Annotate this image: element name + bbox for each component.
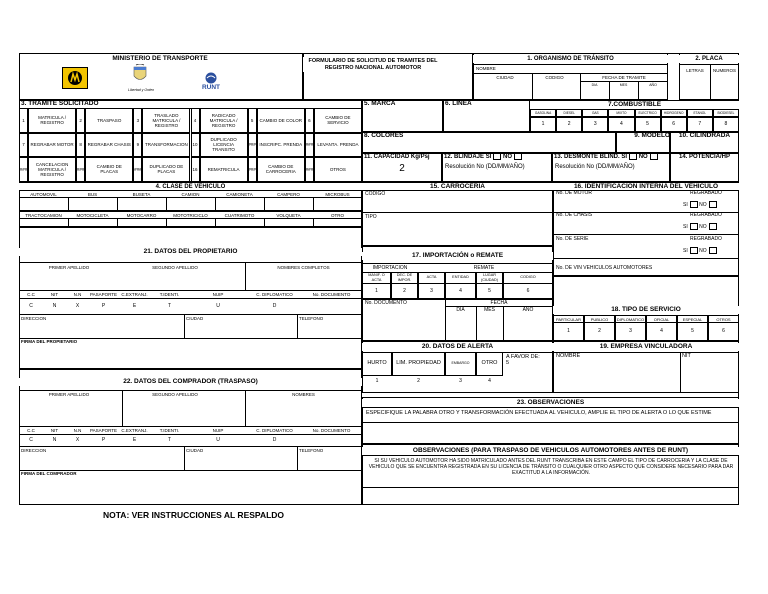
s1-nombre-label: NOMBRE	[476, 66, 496, 71]
s22-telefono: TELEFONO	[299, 448, 324, 453]
s3-item-label: CANCELACION MATRICULA / REGISTRO	[28, 157, 76, 182]
s20-title: 20. DATOS DE ALERTA	[362, 343, 553, 351]
s12-title: 12. BLINDAJE	[444, 154, 485, 161]
s16-no: NO	[699, 202, 707, 208]
s21-firma: FIRMA DEL PROPIETARIO	[21, 339, 78, 344]
s22-doc-letter: C	[29, 437, 33, 443]
s22-doc-label: NIT	[43, 426, 66, 435]
s21-doc-letter: P	[101, 303, 106, 309]
s22-doc-label: T.IDENTI.	[151, 426, 188, 435]
s21-doc-letter: D	[272, 303, 277, 309]
s17-title: 17. IMPORTACIÓN o REMATE	[362, 252, 553, 260]
s22-doc-letter: E	[132, 437, 137, 443]
s10-title: 10. CILINDRADA	[678, 132, 731, 139]
s12-no: NO	[503, 154, 513, 161]
s17-mes: MES	[484, 307, 495, 313]
s3-item-number: 3	[133, 108, 142, 133]
s21-doc-letter: X	[75, 303, 80, 309]
s4-class-field	[19, 219, 68, 227]
s7-fuel-number: 3	[582, 117, 608, 132]
s20-favor	[506, 354, 540, 366]
s21-doc-letter: U	[216, 303, 220, 309]
s4-class-field	[68, 198, 117, 211]
s3-item-label: DUPLICADO DE PLACAS	[142, 157, 190, 182]
s18-service-label: ESPECIAL	[677, 315, 708, 323]
s16-regrabado-label: REGRABADO	[690, 190, 722, 196]
s12-si-checkbox[interactable]	[493, 153, 501, 160]
runt-logo	[199, 68, 223, 94]
s13-si: SI	[621, 154, 628, 161]
s16-divider	[553, 234, 739, 235]
s22-doc-letter: X	[75, 437, 80, 443]
s7-fuel-number: 2	[556, 117, 582, 132]
s21-telefono: TELEFONO	[299, 316, 324, 321]
s21-segundo: SEGUNDO APELLIDO	[152, 265, 198, 270]
s20-alert-number: 4	[488, 378, 491, 384]
ministry-title: MINISTERIO DE TRANSPORTE	[60, 55, 260, 63]
s18-service-number: 1	[553, 323, 584, 341]
s17-remate: REMATE	[473, 265, 495, 271]
s18-service-label: PUBLICO	[584, 315, 615, 323]
s22-direccion: DIRECCION	[21, 448, 47, 453]
s16-serie-regrabado-options	[683, 247, 717, 255]
s14-title: 14. POTENCIA/HP	[678, 154, 730, 160]
s1-title: 1. ORGANISMO DE TRÁNSITO	[473, 55, 668, 63]
s19-nit: NIT	[682, 353, 691, 359]
s7-fuel-label: BIODIESEL	[713, 109, 739, 117]
s17-number: 6	[503, 284, 553, 299]
s21-doc-label: No. DOCUMENTO	[301, 290, 362, 299]
s1-mes-label: MES	[619, 83, 628, 87]
s3-item-number: 6	[305, 108, 314, 133]
s7-fuel-label: GASOLINA	[530, 109, 556, 117]
s7-fuel-label: GAS	[582, 109, 608, 117]
s16-no-checkbox[interactable]	[709, 223, 717, 230]
s4-class-field	[264, 198, 313, 211]
s7-title: 7.COMBUSTIBLE	[530, 101, 739, 109]
s21-doc-letter: E	[132, 303, 137, 309]
s1-fecha-label: FECHA DE TRAMITE	[602, 75, 646, 80]
s13-no-checkbox[interactable]	[650, 153, 658, 160]
s1-ano-label: AÑO	[649, 83, 657, 87]
s3-item-label: DUPLICADO LICENCIA TRANSITO	[200, 133, 248, 158]
s22-doc-letter: U	[216, 437, 220, 443]
s13-res: Resolución No (DD/MM/AÑO)	[555, 164, 635, 170]
s20-alert-label: EMBARGO	[445, 352, 476, 376]
s22-doc-letter: D	[272, 437, 277, 443]
form-title-1: FORMULARIO DE SOLICITUD DE TRAMITES DEL	[303, 57, 443, 65]
s16-regrabado-label: REGRABADO	[690, 236, 722, 242]
s3-item-label: CAMBIO DE CARROCERIA	[257, 157, 305, 182]
s15-tipo: TIPO	[365, 214, 377, 220]
s4-class-field	[215, 219, 264, 227]
s3-item-label: TRANSFORMACION	[142, 133, 190, 158]
s16-chasis-label: No. DE CHASIS	[556, 212, 593, 218]
s9-title: 9. MODELO	[634, 132, 670, 139]
s18-service-label: DIPLOMATICO	[616, 316, 645, 322]
s3-item-number: 16	[191, 157, 200, 182]
s16-no: NO	[699, 224, 707, 230]
s3-item-number: ###	[133, 157, 142, 182]
s20-alert-number: 3	[459, 378, 462, 384]
s7-fuel-label: DIESEL	[556, 109, 582, 117]
s16-no-checkbox[interactable]	[709, 247, 717, 254]
s16-motor-regrabado-options	[683, 201, 717, 209]
s21-title: 21. DATOS DEL PROPIETARIO	[19, 248, 362, 256]
s1-codigo-label: CODIGO	[545, 75, 564, 80]
s21-doc-label: C. DIPLOMATICO	[248, 290, 301, 299]
s20-alert-number: 2	[417, 378, 420, 384]
s7-fuel-number: 8	[713, 117, 739, 132]
s22-segundo: SEGUNDO APELLIDO	[152, 392, 198, 397]
shield-caption: Libertad y Orden	[128, 88, 155, 92]
s3-item-label: REMATRICULA	[200, 157, 248, 182]
s22-doc-label: PASAPORTE	[89, 428, 118, 433]
s17-number: 3	[418, 284, 445, 299]
s4-class-label: VOLQUETA	[264, 211, 313, 219]
s3-item-number: 2	[76, 108, 85, 133]
s3-item-number: ###	[19, 157, 28, 182]
s18-service-number: 2	[584, 323, 615, 341]
s17-entidad-label: ENTIDAD	[445, 272, 476, 284]
s16-no-checkbox[interactable]	[709, 201, 717, 208]
s18-service-number: 4	[646, 323, 677, 341]
s13-block	[554, 153, 658, 161]
s23-title: 23. OBSERVACIONES	[362, 399, 739, 407]
obs-title: OBSERVACIONES (PARA TRASPASO DE VEHICULOS AUTOMOTORES ANTES DE RUNT)	[362, 447, 739, 455]
s3-title: 3. TRAMITE SOLICITADO	[21, 100, 99, 107]
s12-no-checkbox[interactable]	[514, 153, 522, 160]
s22-doc-letter: N	[52, 437, 57, 443]
s4-class-field	[313, 198, 362, 211]
s3-item-label: TRASPASO	[85, 108, 133, 133]
s4-class-field	[264, 219, 313, 227]
s16-si-checkbox[interactable]	[690, 223, 698, 230]
s16-divider	[553, 258, 739, 259]
s3-item-number: ###	[76, 157, 85, 182]
s4-class-label: CAMION	[166, 190, 215, 198]
s17-number: 5	[476, 284, 503, 299]
s8-title: 8. COLORES	[364, 132, 404, 139]
s4-class-label: BUSETA	[117, 190, 166, 198]
s17-documento: No. DOCUMENTO	[365, 300, 407, 306]
s18-service-label: PARTICULAR	[553, 315, 584, 323]
s4-class-label: CAMPERO	[264, 190, 313, 198]
s21-doc-label: NUIP	[188, 290, 248, 299]
s11-title: 11. CAPACIDAD Kg/Psj	[364, 154, 430, 160]
s16-regrabado-label: REGRABADO	[690, 212, 722, 218]
s21-doc-label: T.IDENTI.	[151, 290, 188, 299]
s20-alert-label: LIM. PROPIEDAD	[392, 352, 445, 376]
s17-number: 1	[362, 284, 391, 299]
s4-class-field	[313, 219, 362, 227]
s3-item-number: 9	[133, 133, 142, 158]
s7-fuel-label: HIDROGENO	[661, 109, 687, 117]
s3-item-number: 7	[19, 133, 28, 158]
s22-doc-label: C.C	[19, 426, 43, 435]
s3-item-label: MATRICULA / REGISTRO	[28, 108, 76, 133]
s16-si: SI	[683, 248, 688, 254]
s18-service-number: 3	[615, 323, 646, 341]
s3-item-number: 1	[19, 108, 28, 133]
s21-doc-label: C.C	[19, 290, 43, 299]
s16-si: SI	[683, 224, 688, 230]
s17-ano: AÑO	[522, 307, 534, 313]
s7-fuel-number: 7	[687, 117, 713, 132]
s3-item-label: CAMBIO DE COLOR	[257, 108, 305, 133]
s18-service-label: OTROS	[708, 315, 739, 323]
s12-block	[444, 153, 522, 161]
s1-dia-label: DIA	[591, 83, 598, 87]
coat-of-arms-icon	[132, 64, 148, 86]
s4-class-field	[117, 219, 166, 227]
s7-fuel-number: 5	[635, 117, 661, 132]
s3-item-label: REGRABAR MOTOR	[28, 133, 76, 158]
s17-manif-label: MANIF. O ACTA	[362, 272, 391, 284]
s17-number: 2	[391, 284, 418, 299]
s21-doc-letter: N	[52, 303, 57, 309]
s16-si: SI	[683, 202, 688, 208]
s15-title: 15. CARROCERIA	[362, 183, 553, 191]
s22-doc-label: C. DIPLOMATICO	[248, 426, 301, 435]
s18-service-label: OFICIAL	[646, 315, 677, 323]
s3-item-label: OTROS	[314, 157, 362, 182]
s17-importacion: IMPORTACION	[372, 265, 408, 271]
s22-ciudad: CIUDAD	[186, 448, 204, 453]
s15-box	[362, 182, 553, 246]
s21-direccion: DIRECCION	[21, 316, 47, 321]
s2-numeros: NUMEROS	[712, 68, 736, 73]
s7-fuel-number: 1	[530, 117, 556, 132]
s4-class-label: AUTOMOVIL	[19, 190, 68, 198]
s17-dec-label: DEC. DE IMPOR.	[391, 272, 418, 284]
s18-service-number: 6	[708, 323, 739, 341]
s22-primer: PRIMER APELLIDO	[48, 392, 90, 397]
s23-text: ESPECIFIQUE LA PALABRA OTRO Y TRANSFORMACIÓN EFECTUADA AL VEHICULO, AMPLIE EL TIPO DE ALERTA O LO QUE ESTIME	[366, 410, 712, 416]
s7-fuel-label: ETANOL	[687, 109, 713, 117]
s17-dia: DIA	[456, 307, 465, 313]
s3-item-number: ###	[305, 133, 314, 158]
s21-doc-label: C.EXTRANJ.	[118, 290, 151, 299]
s4-class-label: MOTOCICLETA	[68, 211, 117, 219]
s22-doc-letter: P	[101, 437, 106, 443]
s19-nombre: NOMBRE	[556, 353, 581, 359]
s3-item-number: 8	[76, 133, 85, 158]
transit-logo	[62, 67, 88, 89]
s7-fuel-number: 4	[608, 117, 634, 132]
s21-primer: PRIMER APELLIDO	[48, 265, 90, 270]
s4-title: 4. CLASE DE VEHICULO	[19, 183, 362, 191]
s20-favor-label: A FAVOR DE:	[506, 354, 540, 360]
s22-doc-label: N.N	[66, 426, 89, 435]
s20-alert-label: OTRO	[476, 352, 503, 376]
s16-no: NO	[699, 248, 707, 254]
s3-item-label: TRASLADO MATRICULA / REGISTRO	[142, 108, 190, 133]
s22-doc-label: C.EXTRANJ.	[118, 426, 151, 435]
s22-doc-label: No. DOCUMENTO	[301, 426, 362, 435]
s21-nombres: NOMBRES COMPLETOS	[277, 265, 330, 270]
s13-si-checkbox[interactable]	[629, 153, 637, 160]
s6-title: 6. LINEA	[445, 100, 472, 107]
s16-serie-label: No. DE SERIE	[556, 236, 589, 242]
s3-item-label: CAMBIO DE SERVICIO	[314, 108, 362, 133]
s3-item-label: RADICADO MATRICULA / REGISTRO	[200, 108, 248, 133]
s12-si: SI	[485, 154, 492, 161]
s16-si-checkbox[interactable]	[690, 247, 698, 254]
s1-ciudad-label: CIUDAD	[496, 75, 514, 80]
s16-chasis-regrabado-options	[683, 223, 717, 231]
form-title-2: REGISTRO NACIONAL AUTOMOTOR	[303, 64, 443, 72]
s17-acta-label: ACTA	[418, 272, 445, 284]
s18-title: 18. TIPO DE SERVICIO	[553, 306, 739, 314]
s19-title: 19. EMPRESA VINCULADORA	[553, 343, 739, 351]
s3-item-label: INSCRIPC. PRENDA	[257, 133, 305, 158]
s2-letras: LETRAS	[686, 68, 704, 73]
s4-class-label: MOTOCARRO	[117, 211, 166, 219]
s22-firma: FIRMA DEL COMPRADOR	[21, 471, 77, 476]
runt-logo-text: RUNT	[201, 83, 221, 91]
s21-doc-label: N.N	[66, 290, 89, 299]
s3-item-number: 5	[248, 108, 257, 133]
s3-item-label: REGRABAR CHASIS	[85, 133, 133, 158]
s17-fecha: FECHA	[490, 300, 508, 306]
s4-class-field	[117, 198, 166, 211]
s4-class-label: CAMIONETA	[215, 190, 264, 198]
s5-title: 5. MARCA	[364, 100, 396, 107]
s4-class-label: OTRO	[313, 211, 362, 219]
s20-alert-label: HURTO	[362, 352, 392, 376]
s16-title: 16. IDENTIFICACION INTERNA DEL VEHICULO	[553, 183, 739, 191]
s3-item-label: LEVANTA. PRENDA	[314, 133, 362, 158]
s4-class-field	[19, 198, 68, 211]
s3-item-number: ###	[248, 157, 257, 182]
s22-doc-letter: T	[167, 437, 172, 443]
s4-class-field	[68, 219, 117, 227]
s17-number: 4	[445, 284, 476, 299]
s17-codigo-label: CODIGO	[503, 272, 553, 284]
s3-item-number: 10	[191, 133, 200, 158]
s16-motor-label: No. DE MOTOR	[556, 190, 593, 196]
s18-service-number: 5	[677, 323, 708, 341]
s13-no: NO	[638, 154, 648, 161]
s4-class-label: MOTOTRICICLO	[166, 211, 215, 219]
s12-res: Resolución No (DD/MM/AÑO)	[445, 164, 525, 170]
s17-lugar-label: LUGAR (CIUDAD)	[476, 272, 503, 284]
s22-doc-label: NUIP	[188, 426, 248, 435]
s13-title: 13. DESMONTE BLIND.	[554, 154, 620, 161]
s4-class-label: CUATRIMOTO	[215, 211, 264, 219]
s4-class-label: BUS	[68, 190, 117, 198]
s21-doc-letter: C	[29, 303, 33, 309]
s22-title: 22. DATOS DEL COMPRADOR (TRASPASO)	[19, 378, 362, 386]
s4-class-label: TRACTOCAMION	[19, 211, 68, 219]
s3-item-label: CAMBIO DE PLACAS	[85, 157, 133, 182]
s21-doc-label: PASAPORTE	[89, 292, 118, 297]
s3-item-number: ###	[305, 157, 314, 182]
s11-value: 2	[399, 163, 405, 174]
s4-class-label: MICROBUS	[313, 190, 362, 198]
s21-ciudad: CIUDAD	[186, 316, 204, 321]
s20-alert-number: 1	[375, 378, 379, 384]
s4-class-field	[166, 219, 215, 227]
s16-si-checkbox[interactable]	[690, 201, 698, 208]
s4-class-field	[166, 198, 215, 211]
s4-class-field	[215, 198, 264, 211]
s3-item-number: 4	[191, 108, 200, 133]
obs-text: SI SU VEHICULO AUTOMOTOR HA SIDO MATRICULADO ANTES DEL RUNT TRANSCRIBA EN ESTE CAMPO EL TIPO DE CARROCERIA Y LA CLASE DE VEHICULO QUE SE ENCUENTRA REGISTRADA EN SU LICENCIA DE TRÁNSITO O CUALQUIER OTRO ASPECTO QUE CONSIDERE NECESARIO PARA DAR EXACTITUD A LA INFORMACIÓN.	[368, 458, 734, 476]
s20-favor-num: 5	[506, 360, 510, 366]
s7-fuel-label: MIXTO	[608, 109, 634, 117]
footer-note: NOTA: VER INSTRUCCIONES AL RESPALDO	[103, 510, 285, 520]
s21-doc-label: NIT	[43, 290, 66, 299]
s15-codigo: CODIGO	[365, 191, 386, 197]
s16-vin: No. DE VIN VEHICULOS AUTOMOTORES	[556, 265, 653, 271]
s22-nombres: NOMBRES	[292, 392, 315, 397]
s7-fuel-number: 6	[661, 117, 687, 132]
s3-item-number: ###	[248, 133, 257, 158]
s2-title: 2. PLACA	[679, 55, 739, 63]
s21-doc-letter: T	[167, 303, 172, 309]
s7-fuel-label: ELECTRICO	[635, 109, 661, 117]
